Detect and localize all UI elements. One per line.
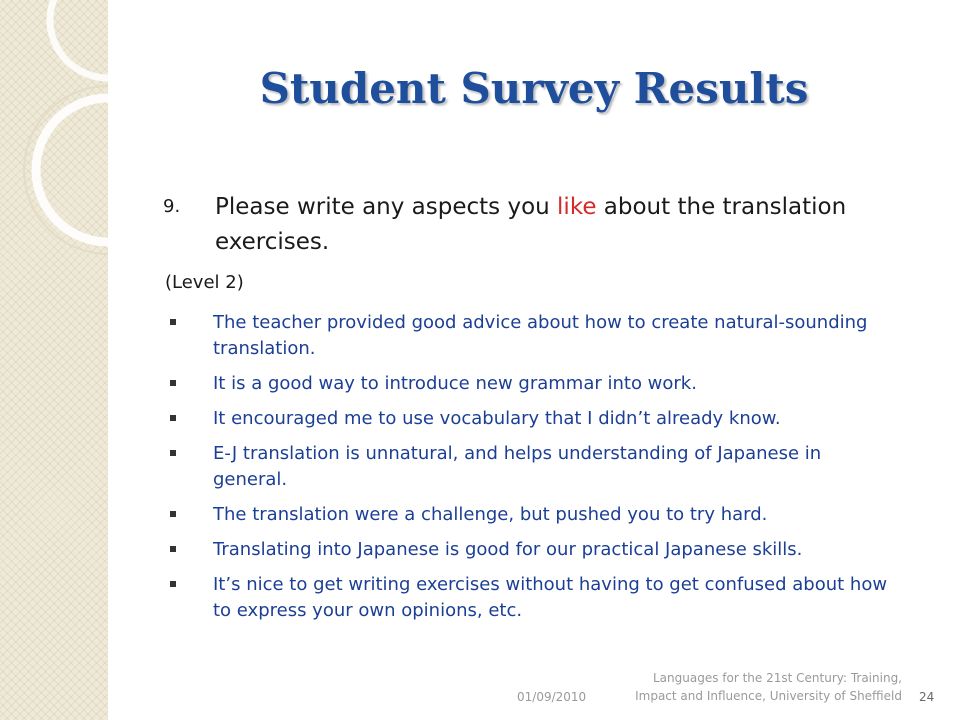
question-text bbox=[215, 190, 883, 260]
footer-source: Languages for the 21st Century: Training, Impact and Influence, University of Sheffield bbox=[635, 671, 902, 703]
level-label: (Level 2) bbox=[165, 272, 244, 293]
response-text: The teacher provided good advice about how to create natural-sounding translation. bbox=[213, 312, 868, 359]
response-item bbox=[168, 537, 898, 563]
decorative-rings-icon bbox=[0, 0, 108, 720]
bullet-square-icon bbox=[170, 450, 176, 456]
response-text: It encouraged me to use vocabulary that I didn’t already know. bbox=[213, 408, 781, 429]
response-item bbox=[168, 406, 898, 432]
response-text: The translation were a challenge, but pushed you to try hard. bbox=[213, 504, 768, 525]
response-item bbox=[168, 441, 898, 493]
bullet-square-icon bbox=[170, 380, 176, 386]
response-item bbox=[168, 502, 898, 528]
bullet-square-icon bbox=[170, 581, 176, 587]
response-text: E-J translation is unnatural, and helps understanding of Japanese in general. bbox=[213, 443, 822, 490]
question-highlight: like bbox=[557, 194, 597, 220]
bullet-square-icon bbox=[170, 319, 176, 325]
response-item bbox=[168, 572, 898, 624]
page-number: 24 bbox=[919, 690, 935, 704]
response-list bbox=[168, 310, 898, 633]
question-text-end: about the translation exercises. bbox=[215, 194, 847, 255]
slide-title: Student Survey Results bbox=[259, 64, 809, 113]
bullet-square-icon bbox=[170, 415, 176, 421]
response-text: It’s nice to get writing exercises without having to get confused about how to express your own opinions, etc. bbox=[213, 574, 888, 621]
response-item bbox=[168, 310, 898, 362]
question-number: 9. bbox=[163, 196, 181, 217]
bullet-square-icon bbox=[170, 546, 176, 552]
response-text: It is a good way to introduce new grammar into work. bbox=[213, 373, 697, 394]
response-item bbox=[168, 371, 898, 397]
response-text: Translating into Japanese is good for our practical Japanese skills. bbox=[213, 539, 803, 560]
survey-question bbox=[163, 190, 883, 260]
footer-date: 01/09/2010 bbox=[517, 690, 587, 704]
bullet-square-icon bbox=[170, 511, 176, 517]
question-text-start: Please write any aspects you bbox=[215, 194, 558, 220]
decorative-side-band bbox=[0, 0, 108, 720]
